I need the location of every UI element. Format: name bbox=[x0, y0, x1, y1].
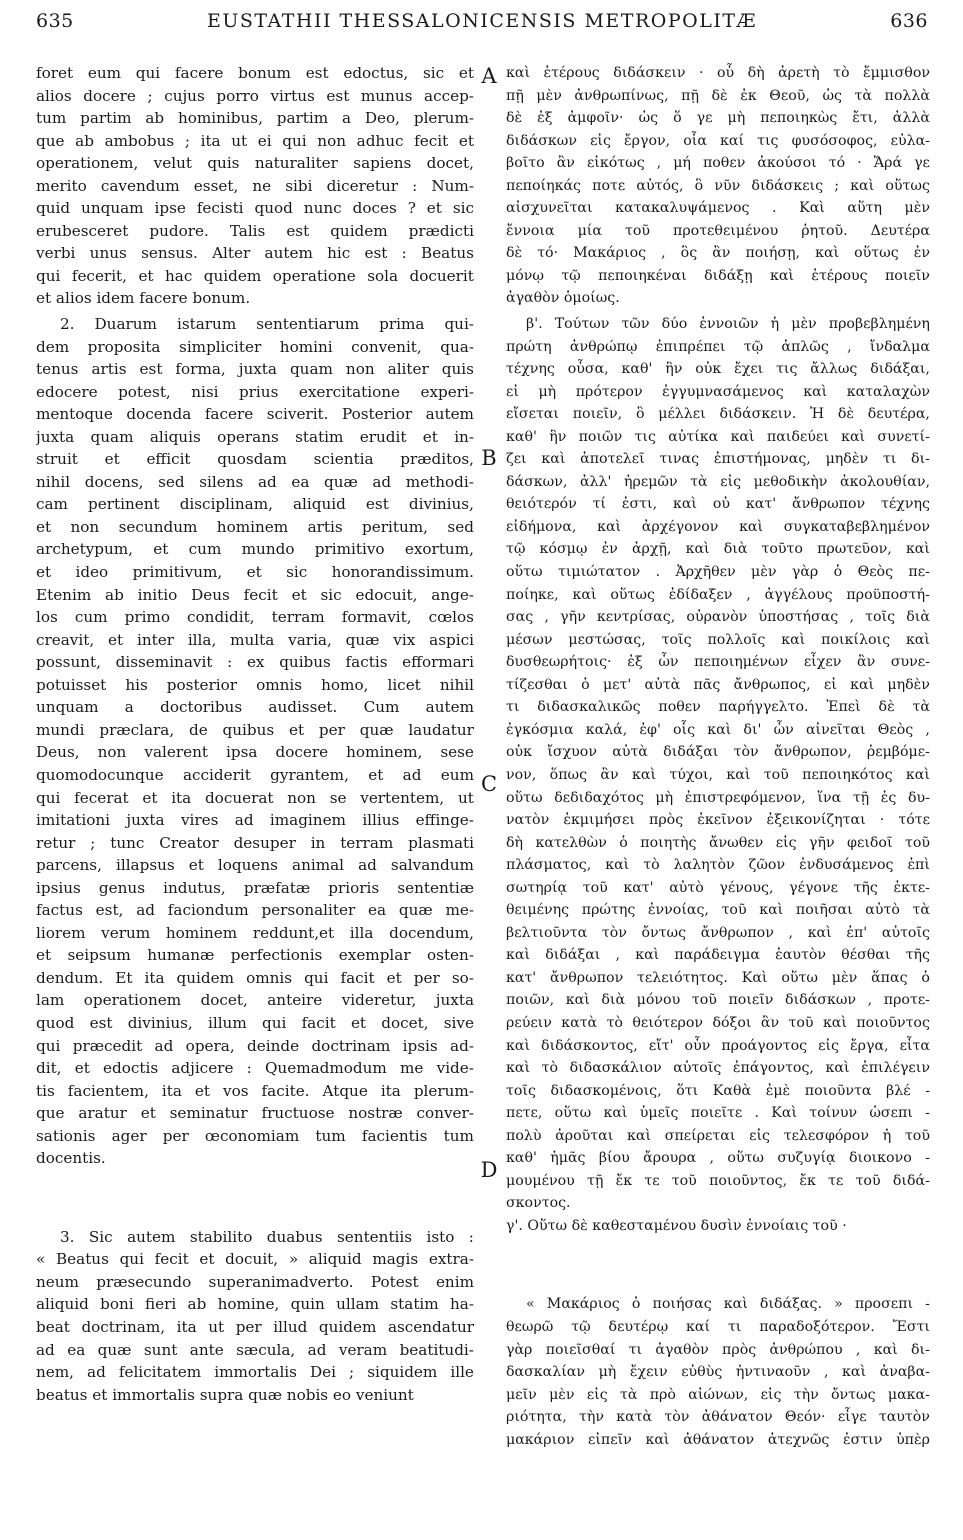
text-line: ἐγκόσμια καλά, ἐφ' οἷς καὶ δι' ὧν αἰνεῖται Θεὸς , bbox=[506, 721, 930, 738]
text-line: lam operationem docet, anteire videretur, juxta bbox=[36, 991, 474, 1010]
text-line: βελτιοῦντα τὸν ὄντως ἄνθρωπον , καὶ ἐπ' αὐτοῖς bbox=[506, 924, 930, 941]
text-line: et seipsum humanæ perfectionis exemplar osten- bbox=[36, 946, 474, 965]
text-line: εἰ μὴ πρότερον ἐγγυμνασάμενος καὶ καταλαχὼν bbox=[506, 383, 930, 400]
text-line: καθ' ἡμᾶς βίου ἄρουρα , οὕτω συζυγίᾳ διοικονο - bbox=[506, 1150, 930, 1167]
running-title: EUSTATHII THESSALONICENSIS METROPOLITÆ bbox=[206, 10, 758, 32]
text-line: mundi præclara, de quibus et per quæ laudatur bbox=[36, 720, 474, 739]
text-line: liorem verum hominem reddunt,et illa docendum, bbox=[36, 923, 474, 942]
margin-marker-d: D bbox=[480, 1158, 498, 1182]
text-line: καθ' ἣν ποιῶν τις αὐτίκα καὶ παιδεύει καὶ συνετί- bbox=[506, 428, 930, 445]
text-line: γ'. Οὕτω δὲ καθεσταμένου δυσὶν ἐννοίαις τοῦ · bbox=[506, 1217, 847, 1234]
text-line: ἀγαθὸν ὁμοίως. bbox=[506, 290, 620, 307]
text-line: δυσθεωρήτοις· ἐξ ὧν πεποιημένων εἶχεν ἂν συνε- bbox=[506, 654, 930, 671]
text-line: possunt, disseminavit : ex quibus factis efformari bbox=[36, 653, 474, 672]
text-line: ποιῶν, καὶ διὰ μόνου τοῦ ποιεῖν διδάσκων , προτε- bbox=[506, 992, 930, 1009]
text-line: qui fecerit, et hac quidem operatione sola docuerit bbox=[36, 266, 474, 285]
text-line: μέσων μεστώσας, τοῖς πολλοῖς καὶ ποικίλοις καὶ bbox=[506, 631, 930, 648]
text-line: archetypum, et cum mundo primitivo exortum, bbox=[36, 540, 474, 559]
greek-column bbox=[506, 62, 930, 1451]
text-line: Deus, non valerent ipsa docere hominem, sese bbox=[36, 743, 474, 762]
text-line: πλάσματος, καὶ τὸ λαλητὸν ζῶον ἐνδυσάμενος ἐπὶ bbox=[506, 857, 930, 874]
margin-marker-a: A bbox=[481, 64, 497, 88]
text-line: σωτηρίᾳ τοῦ κατ' αὐτὸ γένους, γέγονε τῆς ἐκτε- bbox=[506, 879, 930, 896]
text-line: καὶ ἑτέρους διδάσκειν · οὗ δὴ ἀρετὴ τὸ ἔμμισθον bbox=[506, 65, 930, 81]
text-line: neum præsecundo superanimadverto. Potest enim bbox=[36, 1272, 474, 1291]
text-line: μεῖν μὲν εἰς τὰ πρὸ αἰώνων, εἰς τὴν ὄντως μακα- bbox=[506, 1386, 930, 1403]
page-number-right: 636 bbox=[890, 10, 928, 32]
text-line: ριότητα, τὴν κατὰ τὸν ἀθάνατον Θεόν· εἶγε ταυτὸν bbox=[506, 1409, 930, 1426]
text-line: ἔννοια μία τοῦ προτεθειμένου ῥητοῦ. Δευτέρα bbox=[506, 222, 930, 239]
text-line: διδάσκων εἰς ἔργον, οἷα καί τις φυσόσοφος, εὐλα- bbox=[506, 132, 930, 149]
text-line: docentis. bbox=[36, 1149, 106, 1168]
text-line: « Μακάριος ὁ ποιήσας καὶ διδάξας. » προσεπι - bbox=[526, 1296, 930, 1313]
text-line: foret eum qui facere bonum est edoctus, sic et bbox=[36, 64, 474, 82]
text-line: ad ea quæ sunt ante sæcula, ad veram beatitudi- bbox=[36, 1340, 474, 1359]
text-line: beatus et immortalis supra quæ nobis eo veniunt bbox=[36, 1385, 414, 1404]
text-line: sationis ager per œconomiam tum facientis tum bbox=[36, 1126, 474, 1145]
text-line: πεποίηκάς ποτε αὐτός, ὃ νῦν διδάσκεις ; καὶ οὕτως bbox=[506, 177, 930, 194]
text-line: καὶ τὸ διδασκάλιον αὐτοῖς ἐπάγοντος, καὶ ἐπιλέγειν bbox=[506, 1060, 930, 1077]
text-line: πρώτη ἀνθρώπῳ ἐπιπρέπει τῷ ἁπλῶς , ἴνδαλμα bbox=[506, 338, 930, 355]
text-line: potuisset his posterior omnis homo, licet nihil bbox=[36, 675, 474, 694]
text-line: edocere potest, nisi prius exercitatione experi- bbox=[36, 382, 474, 401]
text-line: struit et efficit quosdam scientia præditos, bbox=[36, 450, 474, 469]
text-line: quod est divinius, illum qui facit et docet, sive bbox=[36, 1013, 474, 1032]
text-line: τι διδασκαλικῶς ποθεν παρήγγελτο. Ἐπεὶ δὲ τὰ bbox=[506, 699, 930, 716]
text-line: merito cavendum esset, ne sibi diceretur : Num- bbox=[36, 176, 474, 195]
text-line: creavit, et inter illa, multa varia, quæ vix aspici bbox=[36, 630, 474, 649]
text-line: οὐκ ἴσχυον αὐτὰ διδάξαι τὸν ἄνθρωπον, ῥεμβόμε- bbox=[506, 744, 930, 761]
text-line: αἰσχυνεῖται κατακαλυψάμενος . Καὶ αὕτη μὲν bbox=[506, 200, 930, 217]
text-line: tenus artis est forma, juxta quam non aliter quis bbox=[36, 360, 474, 379]
text-line: tis facientem, ita et vos facite. Atque ita plerum- bbox=[36, 1081, 474, 1100]
text-line: νατὸν ἐκμιμήσει πρὸς ἐκεῖνον ἐξεικονίζηται · τότε bbox=[506, 812, 930, 829]
text-line: alios docere ; cujus porro virtus est munus accep- bbox=[36, 86, 474, 105]
text-line: quid unquam ipse fecisti quod nunc doces ? et sic bbox=[36, 199, 474, 218]
text-line: οὕτω δεδιδαχότος μὴ ἐπιστρεφόμενον, ἵνα τῇ ἐς δυ- bbox=[506, 789, 930, 806]
text-line: imitationi juxta vires ad imaginem illius effinge- bbox=[36, 811, 474, 830]
text-line: βοῖτο ἂν εἰκότως , μή ποθεν ἀκούσοι τό · Ἄρά γε bbox=[506, 155, 930, 172]
text-line: δασκαλίαν μὴ ἔχειν εὐθὺς ἡντιναοῦν , καὶ ἀναβα- bbox=[506, 1364, 930, 1381]
text-line: dendum. Et ita quidem omnis qui facit et per so- bbox=[36, 968, 474, 987]
text-line: que ab ambobus ; ita ut ei qui non adhuc fecit et bbox=[36, 131, 474, 150]
text-line: δὲ ἐξ ἀμφοῖν· ὡς ὅ γε μὴ πεποιηκὼς ἔτι, ἀλλὰ bbox=[506, 110, 930, 127]
text-line: καὶ διδάξαι , καὶ παράδειγμα ἑαυτὸν θέσθαι τῆς bbox=[506, 947, 930, 964]
text-line: tum partim ab hominibus, partim a Deo, plerum- bbox=[36, 109, 474, 128]
text-line: aliquid boni fieri ab homine, quin ullam statim ha- bbox=[36, 1295, 474, 1314]
text-line: πετε, οὕτω καὶ ὑμεῖς ποιεῖτε . Καὶ τοίνυν ὡσεπι - bbox=[506, 1105, 930, 1122]
text-line: δὴ κατελθὼν ὁ ποιητὴς ἄνωθεν εἰς γῆν φειδοῖ τοῦ bbox=[506, 834, 930, 851]
text-line: γὰρ ποιεῖσθαί τι ἀγαθὸν πρὸς ἀνθρώπου , καὶ δι- bbox=[506, 1341, 930, 1358]
text-line: σας , γῆν κεντρίσας, οὐρανὸν ὑποστήσας , τοῖς διὰ bbox=[506, 609, 930, 626]
text-line: δάσκων, ἀλλ' ἠρεμῶν τὰ εἰς μεθοδικὴν ἀκολουθίαν, bbox=[506, 473, 930, 490]
text-line: μακάριον εἰπεῖν καὶ ἀθάνατον ἀτεχνῶς ἐστιν ὑπὲρ bbox=[506, 1431, 930, 1448]
latin-column bbox=[36, 62, 474, 1406]
text-line: ποίηκε, καὶ οὕτως ἐδίδαξεν , ἀγγέλους προϋποστή- bbox=[506, 586, 930, 603]
text-line: et alios idem facere bonum. bbox=[36, 289, 251, 308]
text-line: εἰδήμονα, καὶ ἀρχέγονον καὶ συγκαταβεβλημένον bbox=[506, 518, 930, 535]
text-line: cam pertinent disciplinam, aliquid est divinius, bbox=[36, 495, 474, 514]
text-line: quomodocunque acciderit gyrantem, et ad eum bbox=[36, 765, 474, 784]
text-line: β'. Τούτων τῶν δύο ἐννοιῶν ἡ μὲν προβεβλημένη bbox=[526, 316, 930, 333]
text-line: 2. Duarum istarum sententiarum prima qui- bbox=[60, 315, 474, 334]
text-line: θεωρῶ τῷ δευτέρῳ καί τι παραδοξότερον. Ἔστι bbox=[506, 1318, 930, 1335]
text-line: que aratur et seminatur fructuose nostræ conver- bbox=[36, 1104, 474, 1123]
text-line: retur ; tunc Creator desuper in terram plasmati bbox=[36, 833, 474, 852]
text-line: nem, ad felicitatem immortalis Dei ; siquidem ille bbox=[36, 1363, 474, 1382]
text-line: θειμένης πρώτης ἐννοίας, τοῦ καὶ ποιῆσαι αὐτὸ τὰ bbox=[506, 902, 930, 919]
text-line: dit, et edoctis adjicere : Quemadmodum me vide- bbox=[36, 1059, 474, 1078]
text-line: verbi unus sensus. Alter autem hic est : Beatus bbox=[36, 244, 474, 263]
text-line: ipsius genus indutus, præfatæ prioris sententiæ bbox=[36, 878, 474, 897]
text-line: Etenim ab initio Deus fecit et sic edocuit, ange- bbox=[36, 585, 474, 604]
margin-marker-b: B bbox=[481, 446, 497, 470]
text-line: δὲ τό· Μακάριος , ὃς ἂν ποιήσῃ, καὶ οὕτως ἐν bbox=[506, 245, 930, 262]
text-line: los cum primo condidit, terram formavit, cœlos bbox=[36, 608, 474, 627]
text-line: qui præcedit ad opera, deinde doctrinam ipsis ad- bbox=[36, 1036, 474, 1055]
text-line: θειότερόν τί ἐστι, καὶ οὐ κατ' ἄνθρωπον τέχνης bbox=[506, 496, 930, 513]
text-line: ρεύειν κατὰ τὸ θειότερον δόξοι ἂν τοῦ καὶ ποιοῦντος bbox=[506, 1014, 930, 1031]
text-line: τῷ κόσμῳ ἐν ἀρχῇ, καὶ διὰ τοῦτο πρωτεῦον, καὶ bbox=[506, 541, 930, 558]
text-line: juxta quam aliquis operans statim erudit et in- bbox=[36, 427, 474, 446]
text-line: dem proposita simpliciter homini convenit, qua- bbox=[36, 337, 474, 356]
text-line: unquam a doctoribus audisset. Cum autem bbox=[36, 698, 474, 717]
text-line: factus est, ad faciondum personaliter ea quæ me- bbox=[36, 901, 474, 920]
running-header bbox=[36, 8, 928, 36]
text-line: νον, ὅπως ἂν καὶ τύχοι, καὶ τοῦ πεποιηκότος καὶ bbox=[506, 766, 930, 783]
text-line: οὕτω τιμιώτατον . Ἀρχῆθεν μὲν γὰρ ὁ Θεὸς πε- bbox=[506, 564, 930, 581]
text-line: beat doctrinam, ita ut per illud quidem ascendatur bbox=[36, 1317, 474, 1336]
text-line: et non secundum hominem artis peritum, sed bbox=[36, 517, 474, 536]
text-line: mentoque docenda facere sciverit. Posterior autem bbox=[36, 405, 474, 424]
text-line: « Beatus qui fecit et docuit, » aliquid magis extra- bbox=[36, 1250, 474, 1269]
text-line: μόνῳ τῷ πεποιηκέναι διδάξῃ καὶ ἑτέρους ποιεῖν bbox=[506, 267, 930, 284]
text-line: σκοντος. bbox=[506, 1195, 571, 1212]
text-line: πῇ μὲν ἀνθρωπίνως, πῇ δὲ ἐκ Θεοῦ, ὡς τὰ πολλὰ bbox=[506, 87, 930, 104]
margin-marker-c: C bbox=[480, 772, 498, 796]
text-line: qui fecerat et ita docuerat non se vertentem, ut bbox=[36, 788, 474, 807]
text-line: parcens, illapsus et loquens animal ad salvandum bbox=[36, 856, 474, 875]
text-line: τίζεσθαι ὁ μετ' αὐτὰ πᾶς ἄνθρωπος, εἰ καὶ μηδὲν bbox=[506, 676, 930, 693]
text-line: nihil docens, sed silens ad ea quæ ad methodi- bbox=[36, 472, 474, 491]
text-line: operationem, velut quis naturaliter sapiens docet, bbox=[36, 154, 474, 173]
text-line: εἴσεται ποιεῖν, ὃ μέλλει διδάσκειν. Ἡ δὲ δευτέρα, bbox=[506, 406, 930, 423]
text-line: πολὺ ἀροῦται καὶ σπείρεται εἰς τελεσφόρον ἡ τοῦ bbox=[506, 1127, 930, 1144]
text-line: et ideo primitivum, et sic honorandissimum. bbox=[36, 563, 474, 582]
text-line: μουμένου τῇ ἔκ τε τοῦ ποιοῦντος, ἔκ τε τοῦ διδά- bbox=[506, 1172, 930, 1189]
text-line: τέχνης οὖσα, καθ' ἣν οὐκ ἔχει τις ἄλλως διδάξαι, bbox=[506, 361, 930, 378]
text-line: erubesceret pudore. Talis est quidem prædicti bbox=[36, 221, 474, 240]
text-line: τοῖς διδασκομένοις, ὅτι Καθὰ ἐμὲ ποιοῦντα βλέ - bbox=[506, 1082, 930, 1099]
page-number-left: 635 bbox=[36, 10, 74, 32]
text-line: κατ' ἄνθρωπον τελειότητος. Καὶ οὕτω μὲν ἅπας ὁ bbox=[506, 969, 930, 986]
text-line: ζει καὶ ἀποτελεῖ τινας ἐπιστήμονας, μηδὲν τι δι- bbox=[506, 451, 930, 468]
text-line: καὶ διδάσκοντος, εἴτ' οὖν προάγοντος εἰς ἔργα, εἶτα bbox=[506, 1037, 930, 1054]
text-line: 3. Sic autem stabilito duabus sententiis isto : bbox=[60, 1227, 474, 1246]
